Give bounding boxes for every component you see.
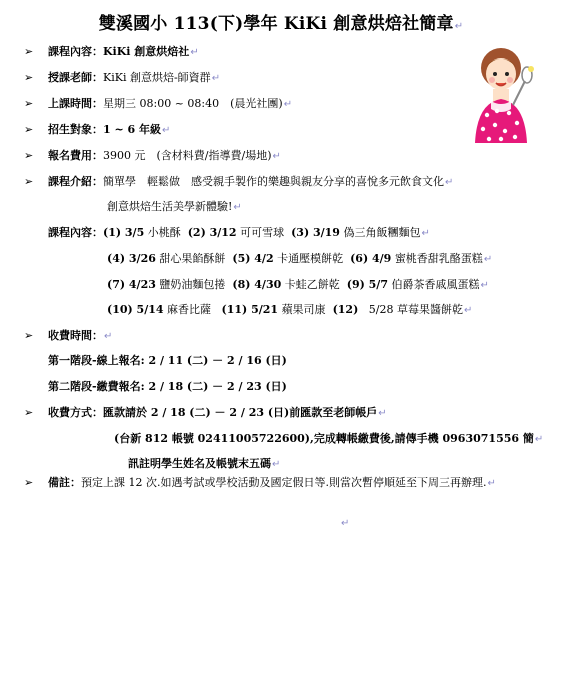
course-schedule-row-2: (4) 3/26 甜心果餡酥餅 (5) 4/2 卡通壓模餅乾 (6) 4/9 蜜桃香甜乳酪蛋糕↵ [107, 252, 493, 265]
payment-sms-instruction: 訊註明學生姓名及帳號末五碼↵ [128, 457, 281, 470]
field-course-content: ➢ 課程內容：KiKi 創意烘焙社↵ [24, 45, 199, 58]
field-class-time: ➢ 上課時間：星期三 08:00 ~ 08:40 (晨光社團)↵ [24, 97, 293, 110]
field-introduction: ➢ 課程介紹：簡單學 輕鬆做 感受親手製作的樂趣與親友分享的喜悅多元飲食文化↵ [24, 175, 454, 188]
field-fee: ➢ 報名費用：3900 元 (含材料費/指導費/場地)↵ [24, 149, 281, 162]
course-schedule-row-4: (10) 5/14 麻香比薩 (11) 5/21 蘋果司康 (12) 5/28 草莓果醬餅乾↵ [107, 303, 473, 316]
stage-1-online-registration: 第一階段-線上報名: 2 / 11 (二) － 2 / 16 (日) [48, 354, 287, 367]
field-note: ➢ 備註：預定上課 12 次.如遇考試或學校活動及國定假日等.則當次暫停順延至下周三再辦理.↵ [24, 476, 496, 489]
baker-girl-illustration [465, 45, 537, 145]
course-schedule-row-3: (7) 4/23 鹽奶油麵包捲 (8) 4/30 卡蛙乙餅乾 (9) 5/7 伯爵茶香戚風蛋糕↵ [107, 278, 489, 291]
empty-paragraph-mark: ↵ [341, 518, 350, 529]
field-teacher: ➢ 授課老師：KiKi 創意烘焙-師資群↵ [24, 71, 221, 84]
field-fee-time: ➢ 收費時間：↵ [24, 329, 113, 342]
field-payment-method: ➢ 收費方式：匯款請於 2 / 18 (二) － 2 / 23 (日)前匯款至老師帳戶↵ [24, 406, 387, 419]
payment-bank-details: (台新 812 帳號 02411005722600),完成轉帳繳費後,請傳手機 0963071556 簡↵ [114, 432, 544, 445]
introduction-line-2: 創意烘焙生活美學新體驗!↵ [107, 200, 242, 213]
field-target: ➢ 招生對象：1 ~ 6 年級↵ [24, 123, 171, 136]
document-title: 雙溪國小 113(下)學年 KiKi 創意烘焙社簡章↵ [98, 14, 464, 34]
stage-2-payment-registration: 第二階段-繳費報名: 2 / 18 (二) － 2 / 23 (日) [48, 380, 287, 393]
course-schedule-row-1: 課程內容：(1) 3/5 小桃酥 (2) 3/12 可可雪球 (3) 3/19 偽三角飯糰麵包↵ [48, 226, 430, 239]
